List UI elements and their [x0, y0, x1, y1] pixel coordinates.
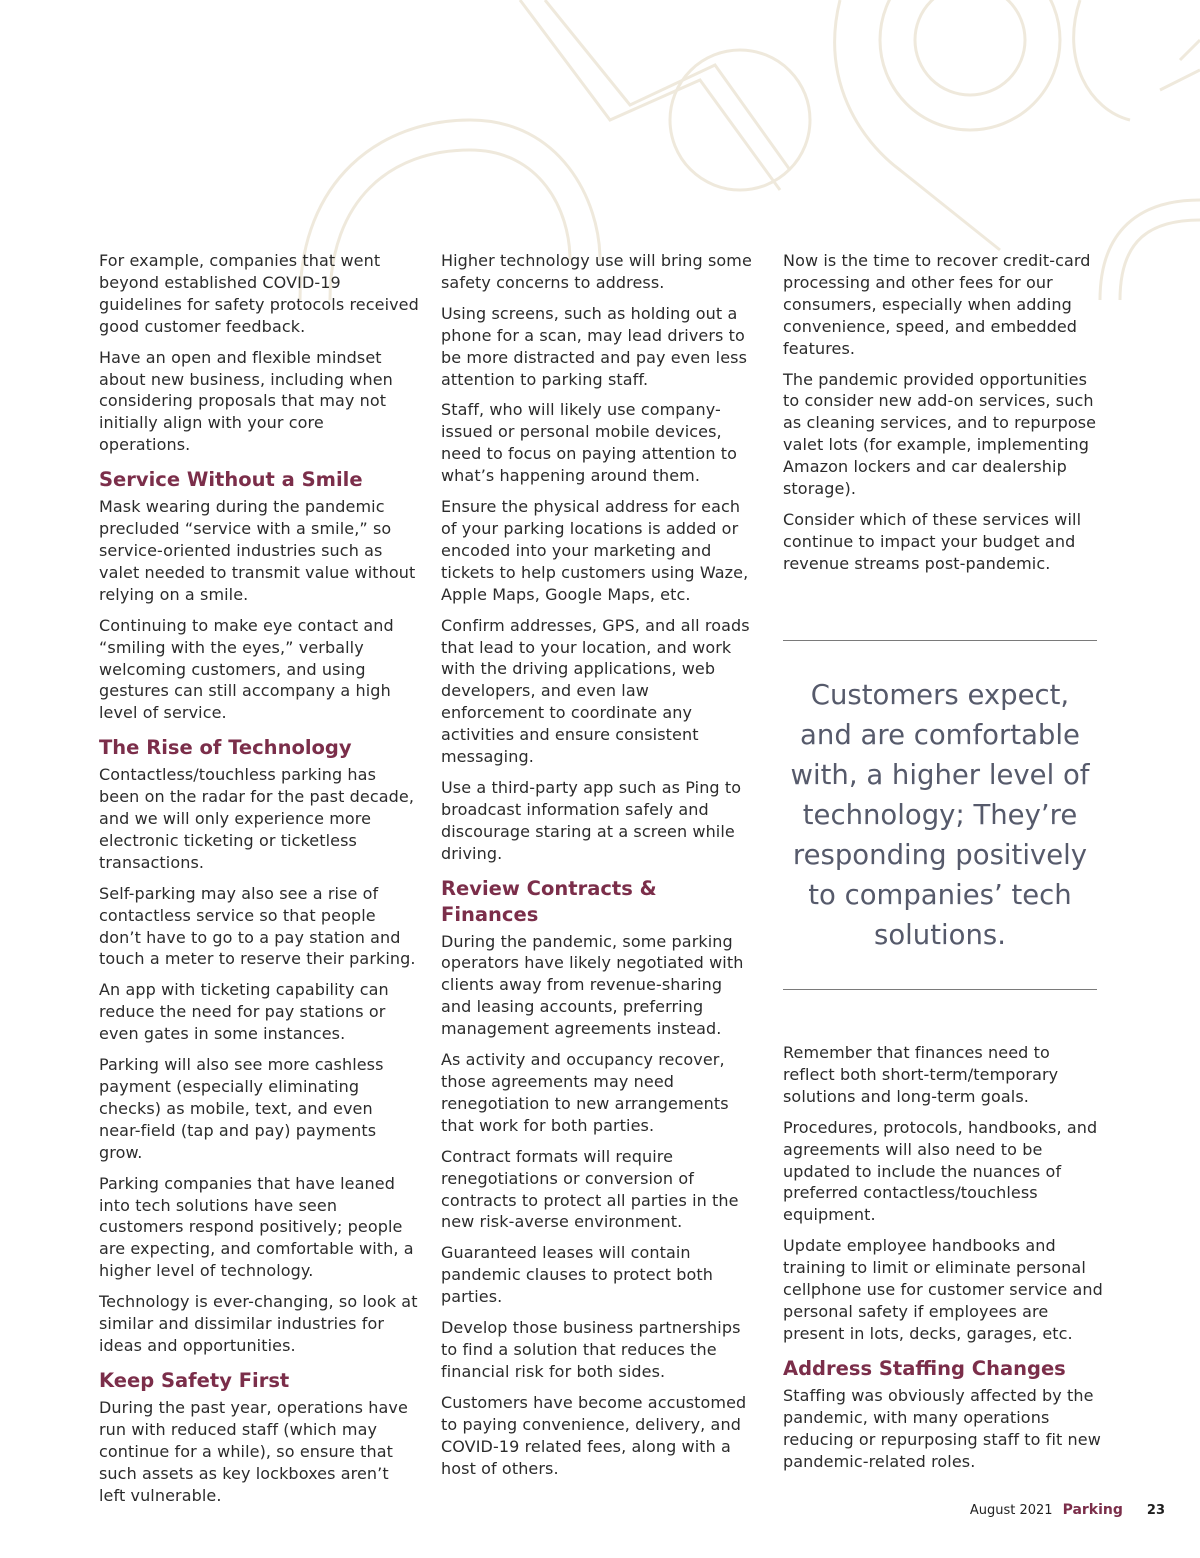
body-paragraph: Ensure the physical address for each of your parking locations is added or encoded into your marketing and tickets to help customers using Waze, Apple Maps, Google Maps, etc.	[441, 497, 749, 604]
pull-quote-bottom-rule	[783, 989, 1097, 990]
body-paragraph: Confirm addresses, GPS, and all roads that lead to your location, and work with the driving applications, web developers, and even law enforcement to coordinate any activities and ensure consistent messaging.	[441, 615, 750, 767]
pull-quote-box	[783, 640, 1097, 990]
section-heading-address-staffing-changes: Address Staffing Changes	[783, 1356, 1066, 1380]
body-paragraph: Parking companies that have leaned into tech solutions have seen customers respond positively; people are expecting, and comfortable with, a higher level of technology.	[99, 1173, 414, 1281]
body-paragraph: During the past year, operations have run with reduced staff (which may continue for a while), so ensure that such assets as key lockboxes aren’t left vulnerable.	[99, 1397, 408, 1505]
body-paragraph: Continuing to make eye contact and “smiling with the eyes,” verbally welcoming customers, and using gestures can still accompany a high level of service.	[99, 615, 394, 723]
body-paragraph: For example, companies that went beyond established COVID-19 guidelines for safety protocols received good customer feedback.	[99, 251, 419, 336]
magazine-name: Parking	[1062, 1502, 1123, 1518]
body-paragraph: Parking will also see more cashless payment (especially eliminating checks) as mobile, text, and even near-field (tap and pay) payments grow.	[99, 1055, 384, 1162]
body-paragraph: Develop those business partnerships to find a solution that reduces the financial risk for both sides.	[441, 1318, 741, 1381]
body-paragraph: An app with ticketing capability can reduce the need for pay stations or even gates in some instances.	[99, 980, 389, 1044]
section-heading-keep-safety-first: Keep Safety First	[99, 1368, 290, 1392]
body-paragraph: Use a third-party app such as Ping to broadcast information safely and discourage staring at a screen while driving.	[441, 777, 742, 863]
section-heading-review-contracts-finances: Review Contracts & Finances	[441, 876, 657, 926]
body-paragraph: Guaranteed leases will contain pandemic clauses to protect both parties.	[441, 1243, 713, 1307]
column-2	[441, 250, 753, 1488]
section-heading-rise-of-technology: The Rise of Technology	[99, 736, 352, 760]
body-paragraph: Higher technology use will bring some safety concerns to address.	[441, 251, 752, 292]
pull-quote: Customers expect, and are comfortable with, a higher level of technology; They’re responding positively to companies’ tech solutions.	[790, 679, 1090, 951]
body-paragraph: During the pandemic, some parking operators have likely negotiated with clients away from revenue-sharing and leasing accounts, preferring management agreements instead.	[441, 931, 744, 1039]
column-1	[99, 250, 419, 1515]
body-paragraph: Using screens, such as holding out a phone for a scan, may lead drivers to be more distracted and pay even less attention to parking staff.	[441, 303, 748, 389]
issue-date: August 2021	[969, 1503, 1053, 1518]
body-paragraph: Customers have become accustomed to paying convenience, delivery, and COVID-19 related fees, along with a host of others.	[441, 1392, 747, 1478]
body-paragraph: As activity and occupancy recover, those agreements may need renegotiation to new arrangements that work for both parties.	[441, 1050, 729, 1135]
body-paragraph: Update employee handbooks and training to limit or eliminate personal cellphone use for customer service and personal safety if employees are present in lots, decks, garages, etc.	[783, 1236, 1103, 1343]
body-paragraph: Contract formats will require renegotiations or conversion of contracts to protect all parties in the new risk-averse environment.	[441, 1146, 739, 1232]
body-paragraph: Contactless/touchless parking has been on the radar for the past decade, and we will only experience more electronic ticketing or ticketless transactions.	[99, 765, 415, 872]
section-heading-service-without-a-smile: Service Without a Smile	[99, 468, 363, 492]
page-number: 23	[1146, 1503, 1165, 1518]
page-footer	[970, 1502, 1165, 1518]
body-paragraph: Have an open and flexible mindset about new business, including when considering proposals that may not initially align with your core operations.	[99, 347, 393, 455]
pull-quote-top-rule	[783, 640, 1097, 641]
body-paragraph: Now is the time to recover credit-card processing and other fees for our consumers, especially when adding convenience, speed, and embedded features.	[783, 251, 1091, 358]
body-paragraph: Staff, who will likely use company-issued or personal mobile devices, need to focus on paying attention to what’s happening around them.	[441, 400, 738, 486]
body-paragraph: Consider which of these services will continue to impact your budget and revenue streams post-pandemic.	[783, 509, 1082, 573]
body-paragraph: Mask wearing during the pandemic precluded “service with a smile,” so service-oriented industries such as valet needed to transmit value without relying on a smile.	[99, 497, 416, 604]
body-paragraph: Remember that finances need to reflect both short-term/temporary solutions and long-term goals.	[783, 1043, 1059, 1106]
body-paragraph: Procedures, protocols, handbooks, and agreements will also need to be updated to include the nuances of preferred contactless/touchless equipment.	[783, 1117, 1098, 1225]
body-paragraph: The pandemic provided opportunities to consider new add-on services, such as cleaning services, and to repurpose valet lots (for example, implementing Amazon lockers and car dealership storage).	[783, 369, 1097, 499]
body-paragraph: Technology is ever-changing, so look at similar and dissimilar industries for ideas and opportunities.	[99, 1292, 418, 1355]
body-paragraph: Self-parking may also see a rise of contactless service so that people don’t have to go to a pay station and touch a meter to reserve their parking.	[99, 883, 416, 969]
column-3-bottom	[783, 1042, 1103, 1481]
body-paragraph: Staffing was obviously affected by the pandemic, with many operations reducing or repurposing staff to fit new pandemic-related roles.	[783, 1385, 1101, 1471]
column-3-top	[783, 250, 1103, 584]
